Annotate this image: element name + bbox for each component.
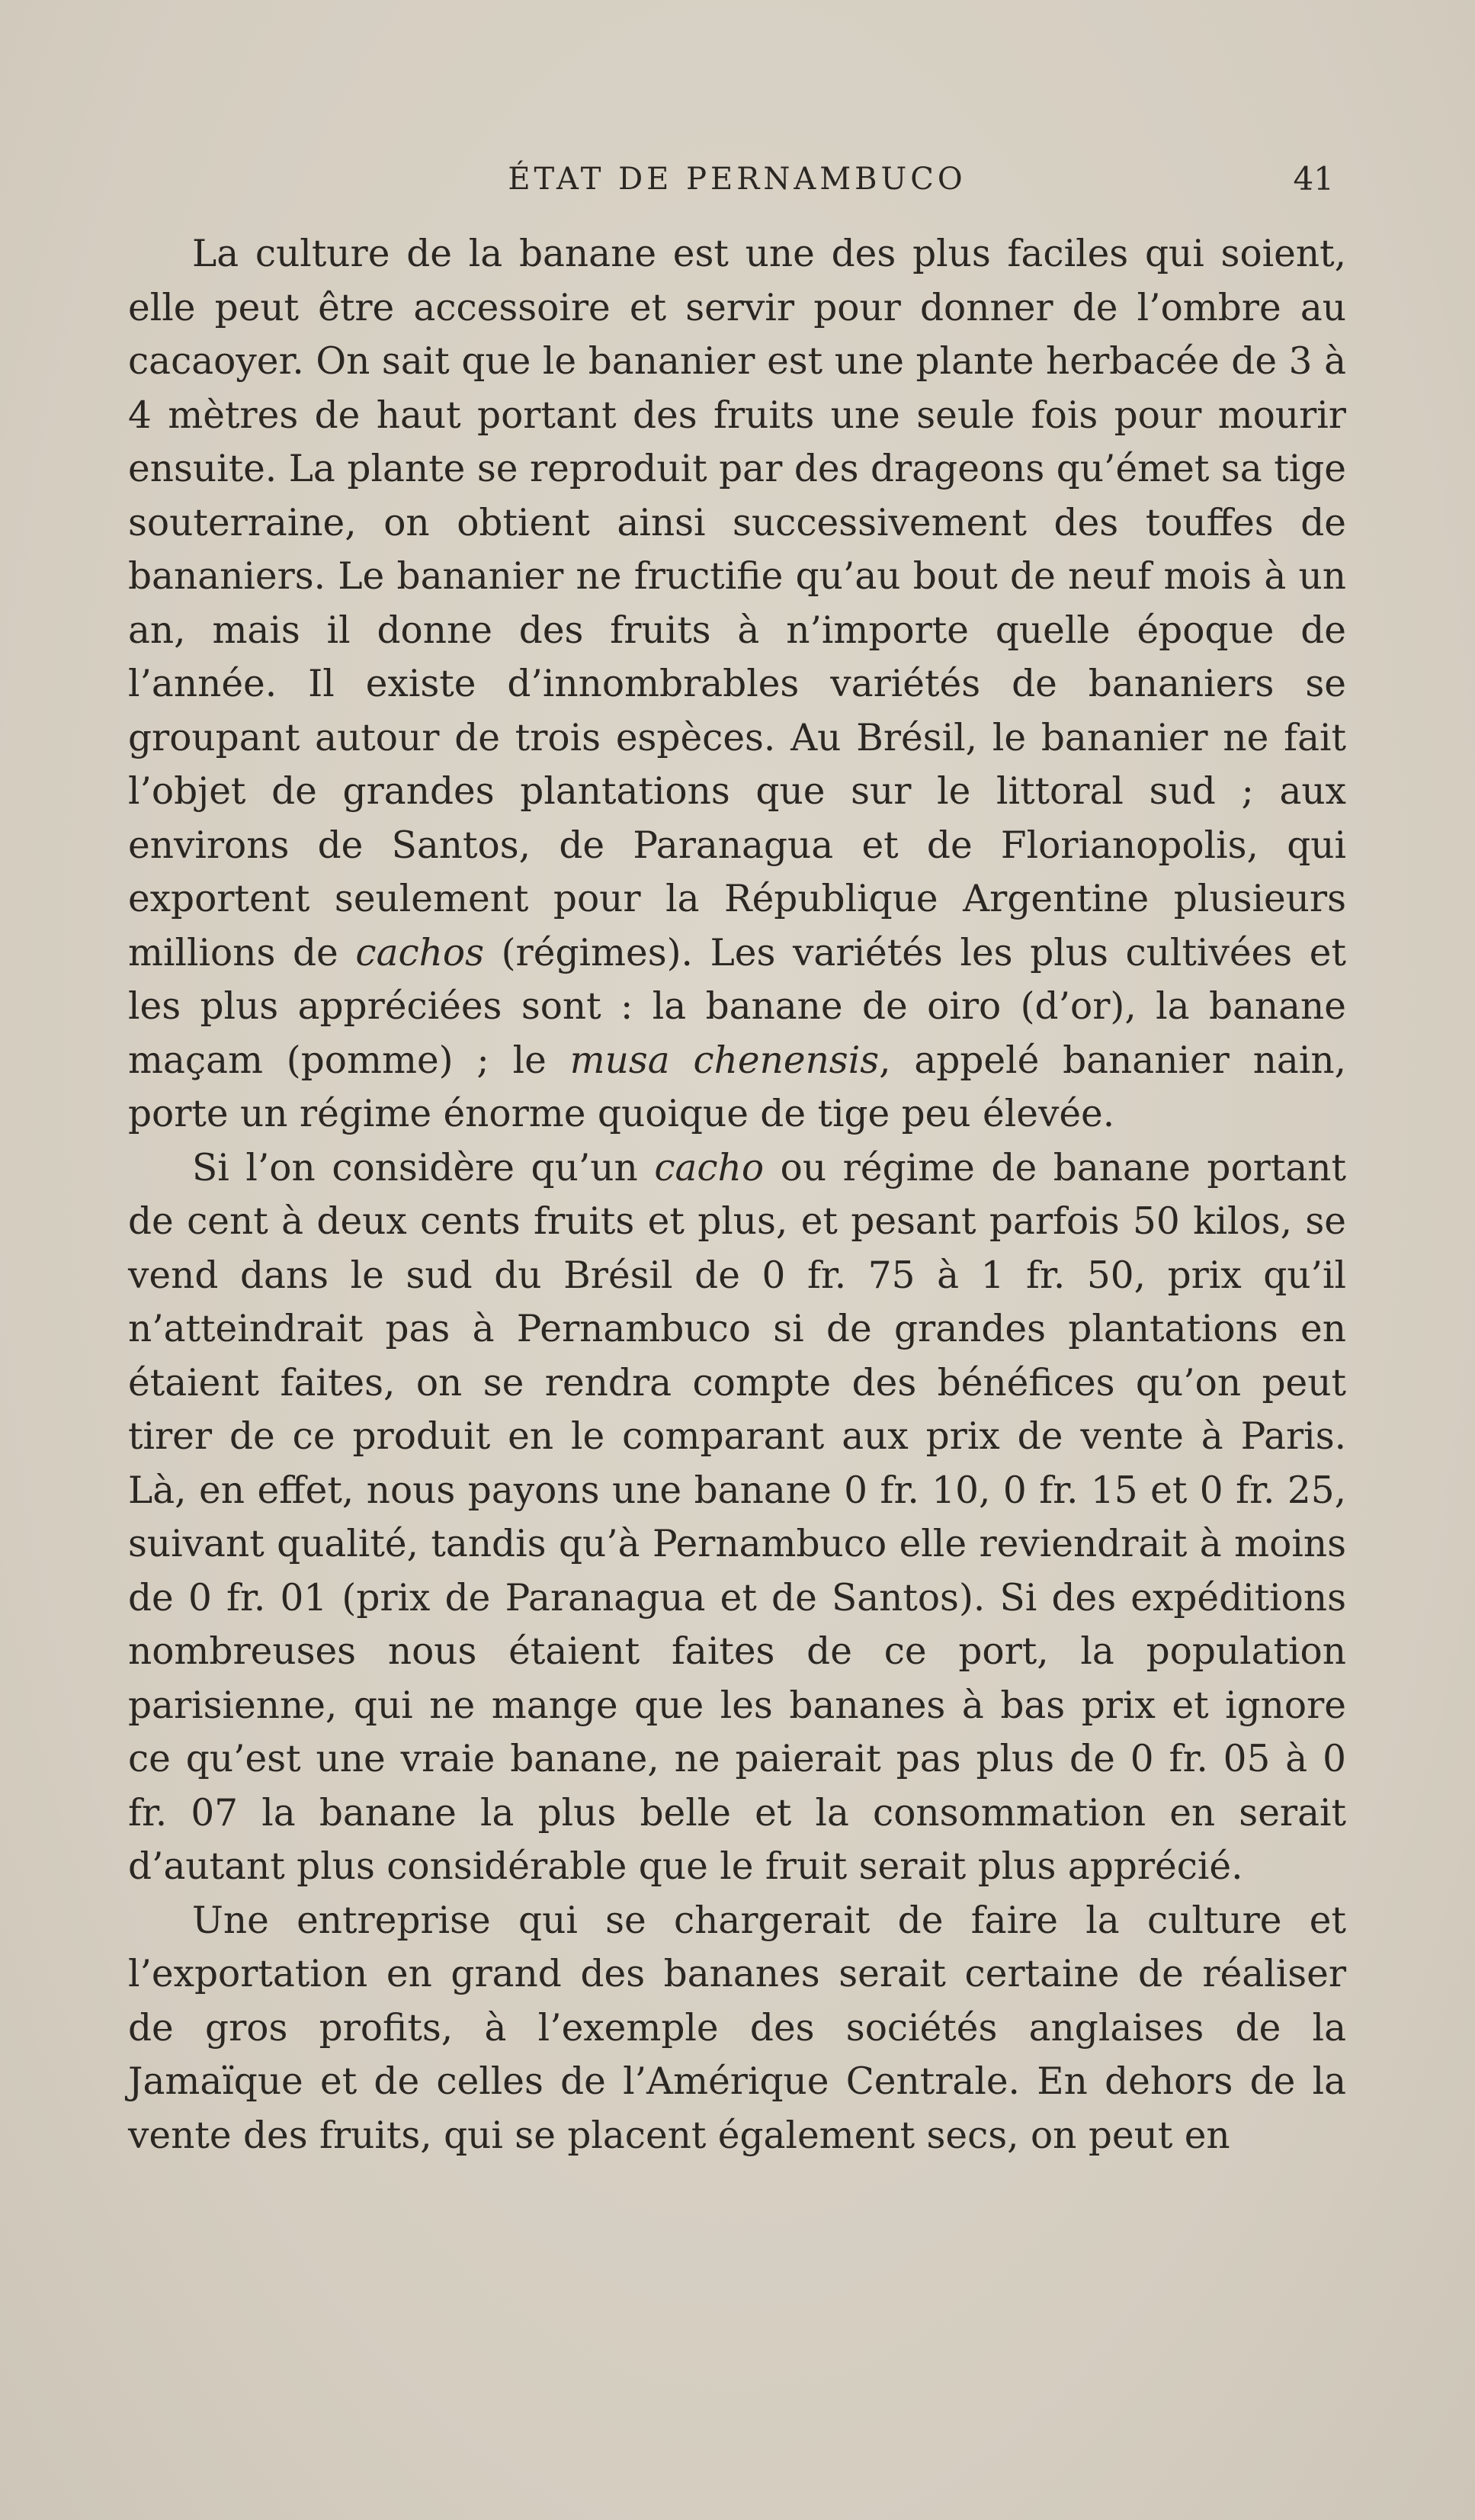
- paragraph-prices: [128, 1141, 1346, 1894]
- text-segment: ou régime de banane portant de cent à deux cents fruits et plus, et pesant parfois 50 kilos, se vend dans le sud du Brésil de 0 fr. 75 à 1 fr. 50, prix qu’il n’atteindrait pas à Pernambuco si de grandes plantations en étaient faites, on se rendra compte des bénéfices qu’on peut tirer de ce produit en le comparant aux prix de vente à Paris. Là, en effet, nous payons une banane 0 fr. 10, 0 fr. 15 et 0 fr. 25, suivant qualité, tandis qu’à Pernambuco elle reviendrait à moins de 0 fr. 01 (prix de Paranagua et de Santos). Si des expéditions nombreuses nous étaient faites de ce port, la population parisienne, qui ne mange que les bananes à bas prix et ignore ce qu’est une vraie banane, ne paierait pas plus de 0 fr. 05 à 0 fr. 07 la banane la plus belle et la consommation en serait d’autant plus considérable que le fruit serait plus apprécié.: [128, 1146, 1346, 1888]
- text-segment: Une entreprise qui se chargerait de faire la culture et l’exportation en grand des bananes serait certaine de réaliser de gros profits, à l’exemple des sociétés anglaises de la Jamaïque et de celles de l’Amérique Centrale. En dehors de la vente des fruits, qui se placent également secs, on peut en: [128, 1899, 1346, 2157]
- text-segment: La culture de la banane est une des plus faciles qui soient, elle peut être accessoire et servir pour donner de l’ombre au cacaoyer. On sait que le bananier est une plante herbacée de 3 à 4 mètres de haut portant des fruits une seule fois pour mourir ensuite. La plante se reproduit par des drageons qu’émet sa tige souterraine, on obtient ainsi successivement des touffes de bananiers. Le bananier ne fructifie qu’au bout de neuf mois à un an, mais il donne des fruits à n’importe quelle époque de l’année. Il existe d’innombrables variétés de bananiers se groupant autour de trois espèces. Au Brésil, le bananier ne fait l’objet de grandes plantations que sur le littoral sud ; aux environs de Santos, de Paranagua et de Florianopolis, qui exportent seulement pour la République Argentine plusieurs millions de: [128, 233, 1346, 974]
- italic-term-cachos: cachos: [355, 931, 484, 974]
- paragraph-banana-culture: [128, 227, 1346, 1141]
- body-text: [128, 227, 1346, 2162]
- text-segment: , appelé bananier nain, porte un régime énorme quoique de tige peu élevée.: [128, 1038, 1347, 1135]
- text-segment: (régimes). Les variétés les plus cultivées et les plus appréciées sont : la banane de oiro (d’or), la banane maçam (pomme) ; le: [128, 931, 1346, 1082]
- italic-term-cacho: cacho: [654, 1146, 765, 1189]
- page-number: 41: [1293, 160, 1334, 197]
- italic-term-musa-chenensis: musa chenensis: [569, 1038, 880, 1082]
- running-title: ÉTAT DE PERNAMBUCO: [508, 162, 967, 197]
- page-header: [128, 152, 1346, 206]
- text-segment: Si l’on considère qu’un: [192, 1146, 655, 1189]
- paragraph-enterprise: [128, 1894, 1346, 2163]
